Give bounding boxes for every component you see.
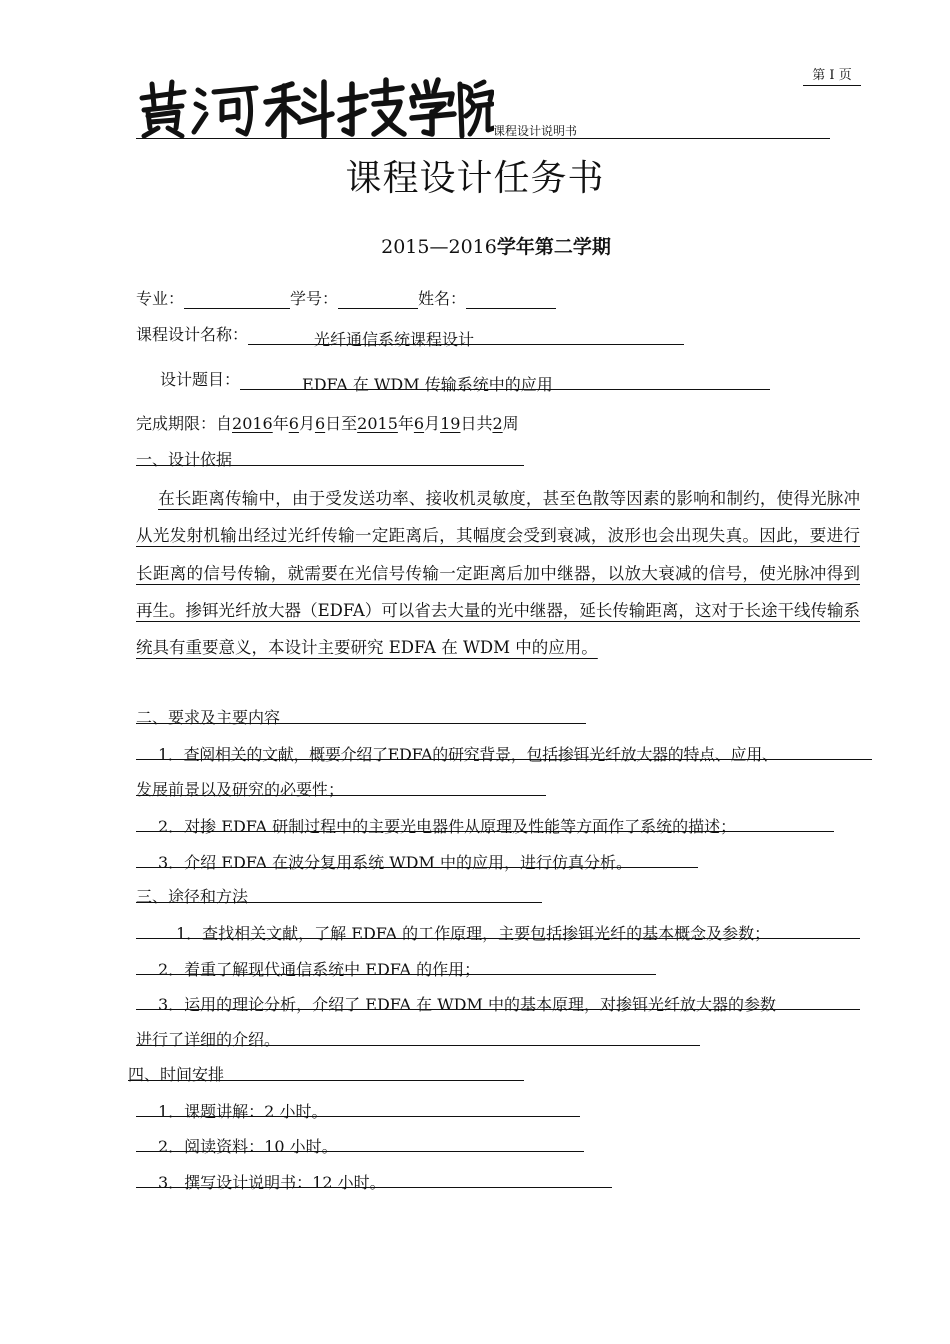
deadline-label: 完成期限：自 [136, 414, 233, 433]
list-item [136, 1027, 700, 1049]
name-blank [466, 290, 556, 309]
header-subtitle: 课程设计说明书 [493, 124, 578, 138]
requirement-item: 3．介绍 EDFA 在波分复用系统 WDM 中的应用，进行仿真分析。 [136, 850, 698, 868]
section-heading-text: 三、途径和方法 [136, 884, 542, 903]
schedule-item: 1．课题讲解：2 小时。 [136, 1099, 580, 1117]
name-label: 姓名： [418, 289, 467, 308]
schedule-item: 2．阅读资料：10 小时。 [136, 1134, 584, 1152]
major-label: 专业： [136, 289, 185, 308]
semester-years: 2015—2016 [381, 236, 497, 258]
section-heading-text: 一、设计依据 [136, 447, 524, 466]
deadline-text: 日至 [325, 414, 358, 433]
course-name-label: 课程设计名称： [136, 325, 249, 344]
section-requirements-heading [136, 705, 586, 727]
section-basis-heading [136, 447, 524, 469]
header-rule [136, 138, 830, 139]
topic-label: 设计题目： [160, 370, 241, 389]
deadline-weeks: 2 [492, 414, 503, 433]
section-heading-text: 二、要求及主要内容 [136, 705, 586, 724]
topic-value: EDFA 在 WDM 传输系统中的应用 [240, 372, 770, 390]
list-item [136, 1098, 580, 1121]
list-item [136, 1133, 584, 1156]
document-title: 课程设计任务书 [345, 158, 605, 199]
student-info-row [136, 286, 556, 309]
deadline-start-year: 2016 [232, 414, 273, 433]
school-logo-calligraphy [134, 76, 494, 138]
list-item [136, 741, 872, 764]
topic-row [160, 367, 770, 394]
deadline-start-month: 6 [288, 414, 299, 433]
section-basis-paragraph [136, 480, 860, 666]
method-item: 3．运用的理论分析，介绍了 EDFA 在 WDM 中的基本原理，对掺铒光纤放大器的参数 [136, 992, 860, 1010]
deadline-text: 日共 [460, 414, 493, 433]
requirement-item: 发展前景以及研究的必要性； [136, 777, 546, 796]
section-methods-heading [136, 884, 542, 906]
deadline-text: 月 [298, 414, 315, 433]
list-item [136, 956, 656, 979]
deadline-text: 年 [272, 414, 289, 433]
list-item [136, 991, 860, 1014]
list-item [136, 1169, 612, 1192]
major-blank [184, 290, 290, 309]
page-number: 第 I 页 [803, 64, 861, 86]
requirement-item: 2．对掺 EDFA 研制过程中的主要光电器件从原理及性能等方面作了系统的描述； [136, 814, 834, 832]
student-id-blank [338, 290, 418, 309]
course-name-row [136, 322, 684, 349]
list-item [136, 813, 834, 836]
semester-term: 学年第二学期 [496, 236, 611, 258]
list-item [136, 920, 860, 943]
course-name-value: 光纤通信系统课程设计 [248, 327, 684, 345]
method-item: 1．查找相关文献，了解 EDFA 的工作原理，主要包括掺铒光纤的基本概念及参数； [136, 921, 860, 939]
section-basis-text: 在长距离传输中，由于受发送功率、接收机灵敏度，甚至色散等因素的影响和制约，使得光脉冲从光发射机输出经过光纤传输一定距离后，其幅度会受到衰减，波形也会出现失真。因此，要进行长距离的信号传输，就需要在光信号传输一定距离后加中继器，以放大衰减的信号，使光脉冲得到再生。掺铒光纤放大器（EDFA）可以省去大量的光中继器，延长传输距离，这对于长途干线传输系统具有重要意义，本设计主要研究 EDFA 在 WDM 中的应用。 [136, 489, 860, 658]
deadline-text: 月 [424, 414, 441, 433]
section-schedule-heading [128, 1062, 524, 1084]
requirement-item: 1．查阅相关的文献，概要介绍了EDFA的研究背景，包括掺铒光纤放大器的特点、应用、 [136, 742, 872, 760]
schedule-item: 3．撰写设计说明书：12 小时。 [136, 1170, 612, 1188]
method-item: 进行了详细的介绍。 [136, 1027, 700, 1046]
list-item [136, 777, 546, 799]
semester [0, 232, 950, 259]
deadline-end-year: 2015 [357, 414, 398, 433]
deadline-end-month: 6 [413, 414, 425, 433]
list-item [136, 849, 698, 872]
deadline-start-day: 6 [314, 414, 326, 433]
section-heading-text: 四、时间安排 [128, 1062, 524, 1081]
deadline-row [136, 411, 519, 434]
method-item: 2．着重了解现代通信系统中 EDFA 的作用； [136, 957, 656, 975]
deadline-end-day: 19 [440, 414, 461, 433]
deadline-text: 周 [502, 414, 519, 433]
deadline-text: 年 [397, 414, 414, 433]
student-id-label: 学号： [290, 289, 339, 308]
